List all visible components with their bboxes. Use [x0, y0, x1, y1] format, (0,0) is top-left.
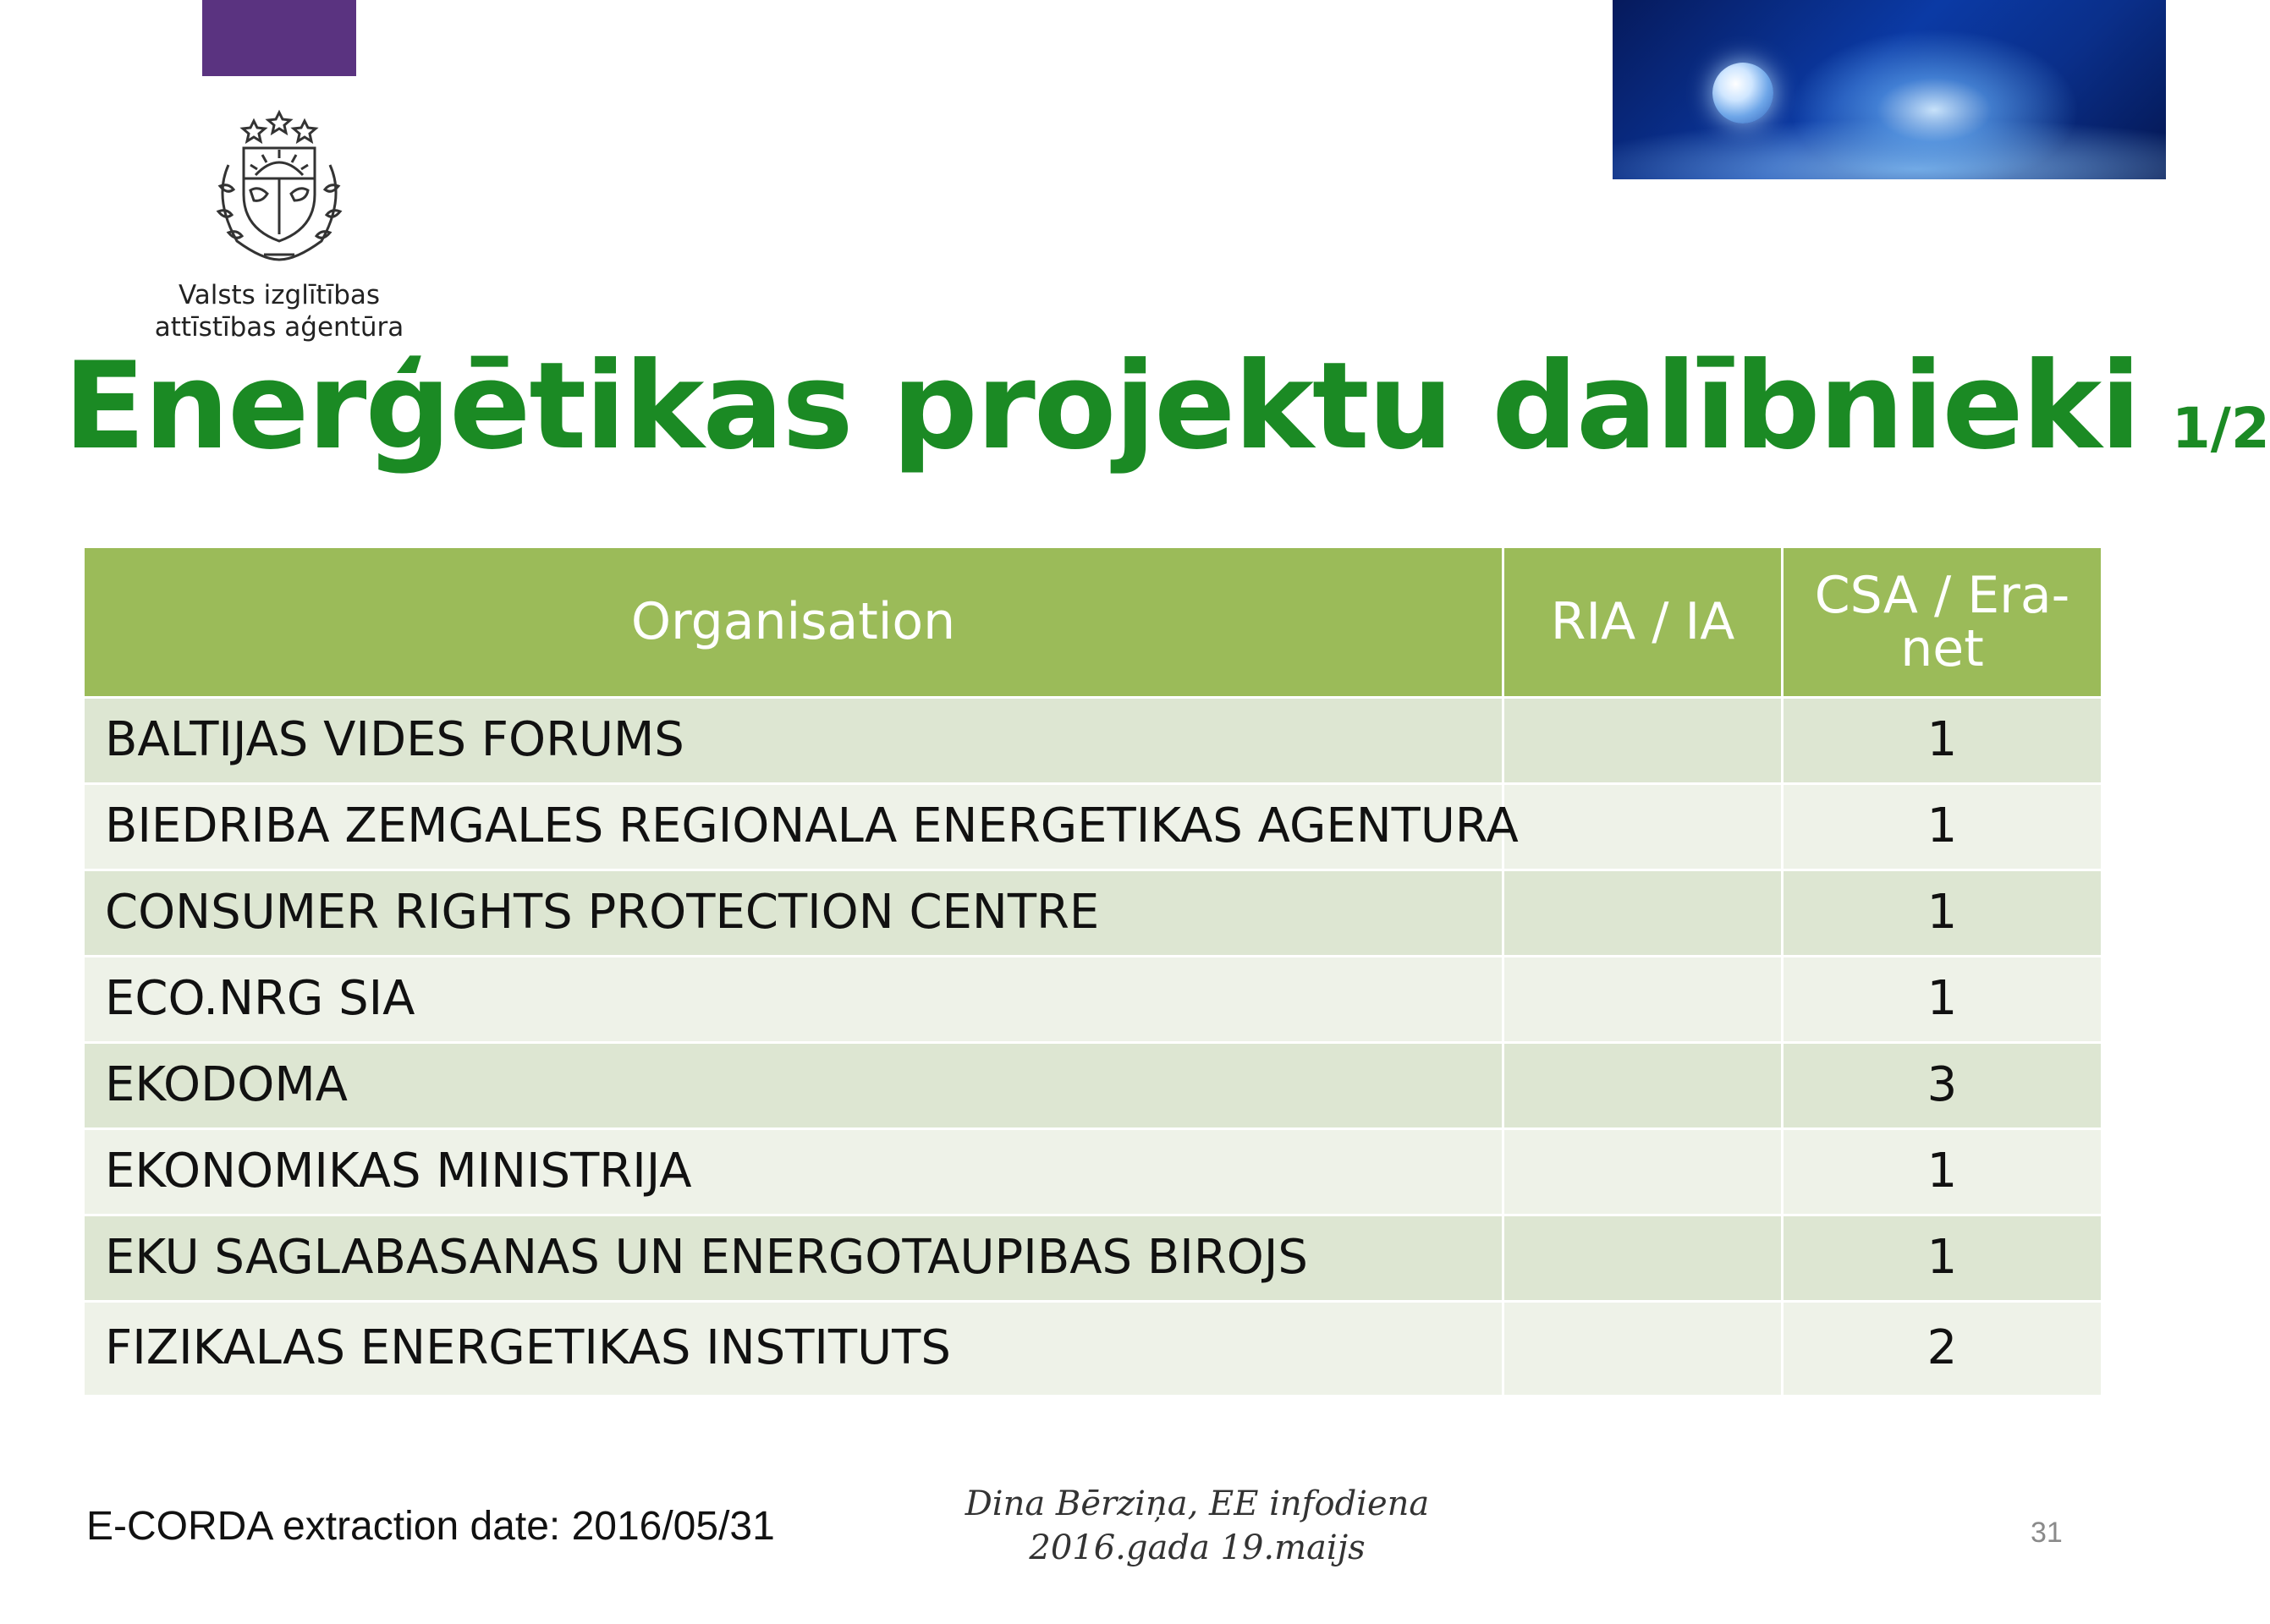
csa-eranet-cell: 1	[1926, 971, 1958, 1027]
author-credit	[931, 1482, 1464, 1570]
title-main: Enerģētikas projektu dalībnieki	[63, 337, 2140, 476]
author-line2: 2016.gada 19.maijs	[1029, 1528, 1366, 1567]
page-title	[63, 337, 2270, 476]
csa-eranet-cell: 3	[1926, 1057, 1958, 1113]
participants-table	[85, 548, 2101, 1397]
organisation-cell: FIZIKALAS ENERGETIKAS INSTITUTS	[85, 1303, 1504, 1395]
table-row	[85, 871, 2101, 957]
extraction-date: E-CORDA extraction date: 2016/05/31	[86, 1504, 775, 1549]
csa-eranet-cell: 1	[1926, 798, 1958, 854]
purple-accent-block	[202, 0, 356, 76]
header-csa-line2: net	[1900, 618, 1984, 678]
ria-ia-cell	[1504, 785, 1784, 869]
header-ria-ia: RIA / IA	[1504, 548, 1784, 696]
organisation-cell: BIEDRIBA ZEMGALES REGIONALA ENERGETIKAS AGENTURA	[85, 785, 1504, 869]
glowing-orb-icon	[1712, 63, 1773, 123]
table-row	[85, 957, 2101, 1044]
csa-eranet-cell: 1	[1926, 1230, 1958, 1286]
table-row	[85, 1216, 2101, 1303]
csa-eranet-cell: 1	[1926, 885, 1958, 941]
table-row	[85, 1303, 2101, 1397]
page-number: 31	[2031, 1517, 2063, 1549]
ria-ia-cell	[1504, 699, 1784, 782]
logo-text-line1: Valsts izglītības	[178, 280, 381, 310]
csa-eranet-cell: 1	[1926, 712, 1958, 768]
ria-ia-cell	[1504, 1130, 1784, 1214]
ria-ia-cell	[1504, 871, 1784, 955]
ria-ia-cell	[1504, 1303, 1784, 1395]
logo-text-line2: attīstības aģentūra	[154, 312, 404, 343]
table-row	[85, 1044, 2101, 1130]
table-row	[85, 1130, 2101, 1216]
organisation-cell: ECO.NRG SIA	[85, 957, 1504, 1041]
header-csa-line1: CSA / Era-	[1814, 565, 2070, 625]
csa-eranet-cell: 2	[1926, 1320, 1958, 1376]
coat-of-arms-icon	[195, 106, 364, 266]
ria-ia-cell	[1504, 957, 1784, 1041]
ria-ia-cell	[1504, 1216, 1784, 1300]
organisation-cell: EKONOMIKAS MINISTRIJA	[85, 1130, 1504, 1214]
author-line1: Dina Bērziņa, EE infodiena	[965, 1484, 1430, 1523]
header-organisation: Organisation	[85, 548, 1504, 696]
ria-ia-cell	[1504, 1044, 1784, 1127]
table-header-row	[85, 548, 2101, 699]
energy-orb-image	[1613, 0, 2166, 179]
organisation-cell: BALTIJAS VIDES FORUMS	[85, 699, 1504, 782]
csa-eranet-cell: 1	[1926, 1144, 1958, 1199]
table-row	[85, 785, 2101, 871]
organisation-cell: EKODOMA	[85, 1044, 1504, 1127]
agency-logo	[152, 106, 406, 351]
organisation-cell: CONSUMER RIGHTS PROTECTION CENTRE	[85, 871, 1504, 955]
title-pager: 1/2	[2171, 396, 2270, 461]
table-row	[85, 699, 2101, 785]
organisation-cell: EKU SAGLABASANAS UN ENERGOTAUPIBAS BIROJS	[85, 1216, 1504, 1300]
header-csa-eranet	[1784, 548, 2101, 696]
